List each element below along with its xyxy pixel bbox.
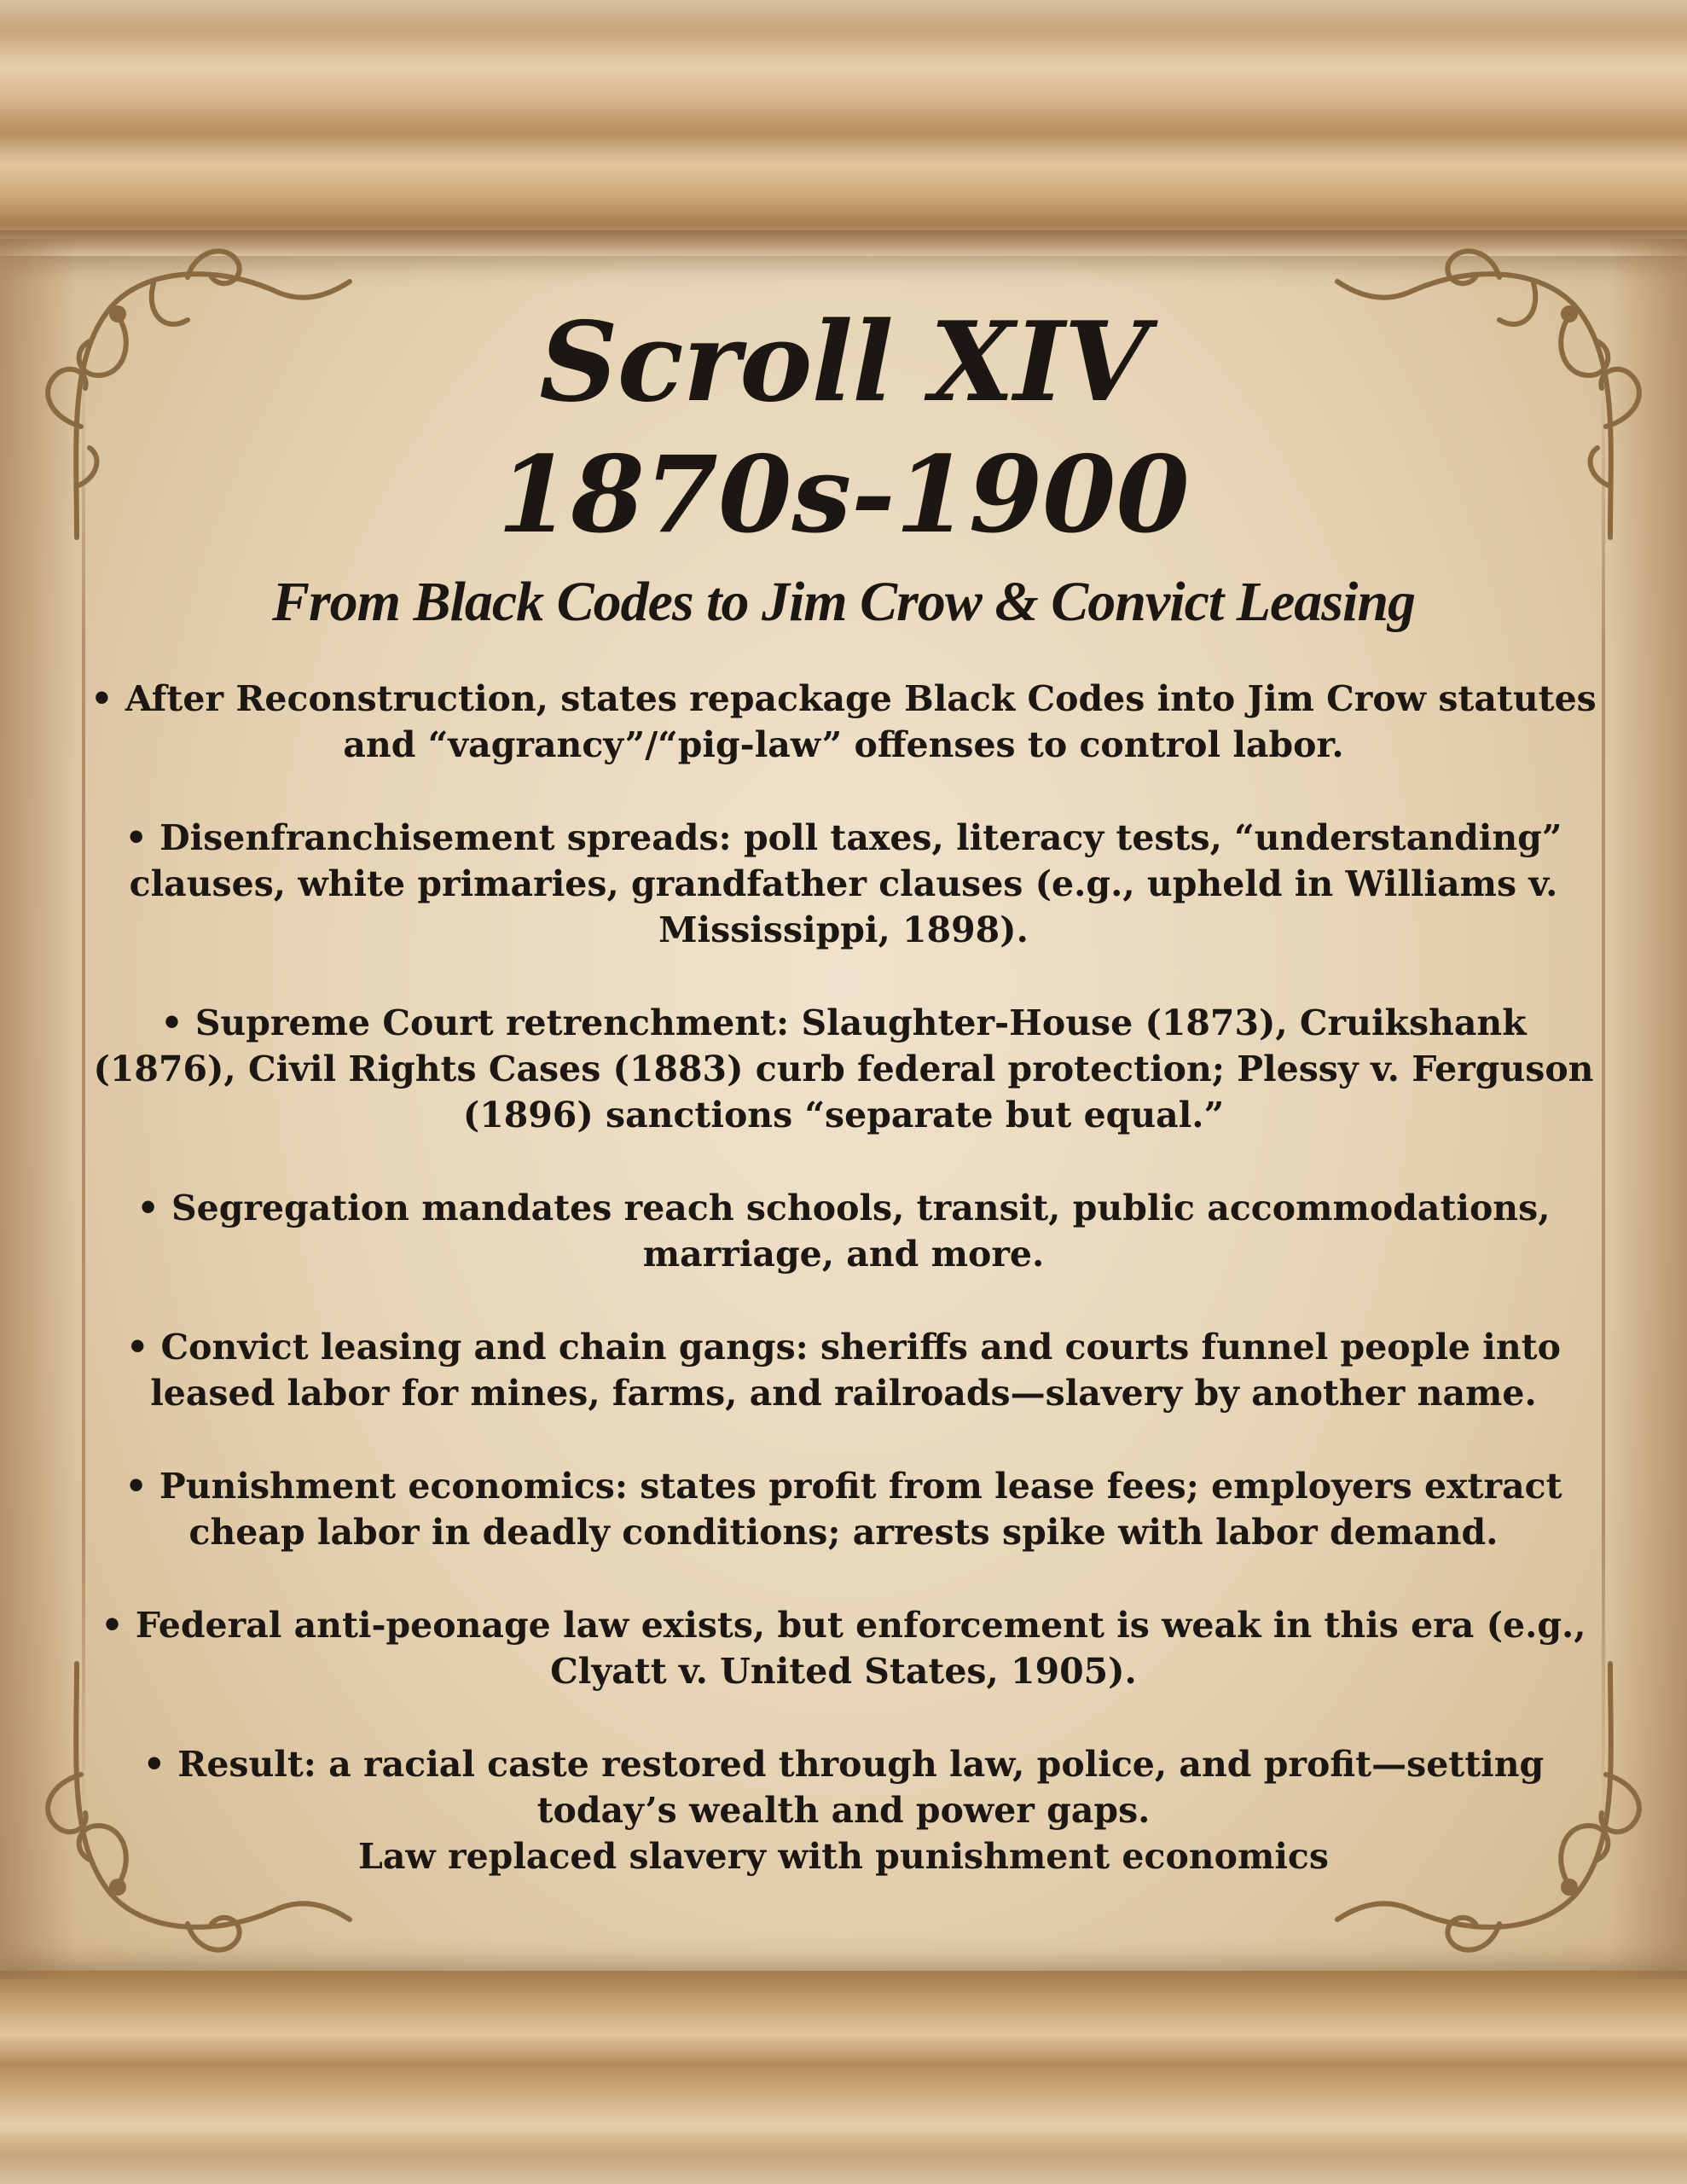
subtitle: From Black Codes to Jim Crow & Convict Leasing bbox=[271, 571, 1416, 633]
scroll-bottom-roll bbox=[0, 1971, 1687, 2184]
bullet-item: • Disenfranchisement spreads: poll taxes, literacy tests, “understanding” clauses, white primaries, grandfather clauses (e.g., upheld in Williams v. Mississippi, 1898). bbox=[125, 817, 1562, 950]
bullet-list bbox=[77, 676, 1610, 1833]
bullet-item: • Result: a racial caste restored through law, police, and profit—setting today’s wealth and power gaps. bbox=[142, 1744, 1545, 1831]
closing-tagline: Law replaced slavery with punishment economics bbox=[358, 1836, 1329, 1877]
scroll-content bbox=[77, 299, 1610, 1879]
page-title: Scroll XIV bbox=[539, 299, 1148, 427]
bullet-item: • After Reconstruction, states repackage Black Codes into Jim Crow statutes and “vagrancy”/“pig-law” offenses to control labor. bbox=[90, 678, 1597, 765]
bullet-item: • Supreme Court retrenchment: Slaughter-House (1873), Cruikshank (1876), Civil Rights Cases (1883) curb federal protection; Plessy v. Ferguson (1896) sanctions “separate but equal.” bbox=[93, 1002, 1594, 1136]
bullet-item: • Convict leasing and chain gangs: sheriffs and courts funnel people into leased labor for mines, farms, and railroads—slavery by another name. bbox=[126, 1327, 1561, 1414]
bullet-item: • Segregation mandates reach schools, transit, public accommodations, marriage, and more. bbox=[136, 1188, 1551, 1275]
scroll-top-roll bbox=[0, 0, 1687, 256]
bullet-item: • Federal anti-peonage law exists, but enforcement is weak in this era (e.g., Clyatt v. United States, 1905). bbox=[101, 1605, 1586, 1692]
bullet-item: • Punishment economics: states profit from lease fees; employers extract cheap labor in deadly conditions; arrests spike with labor demand. bbox=[125, 1466, 1562, 1553]
era-heading: 1870s-1900 bbox=[497, 433, 1190, 557]
